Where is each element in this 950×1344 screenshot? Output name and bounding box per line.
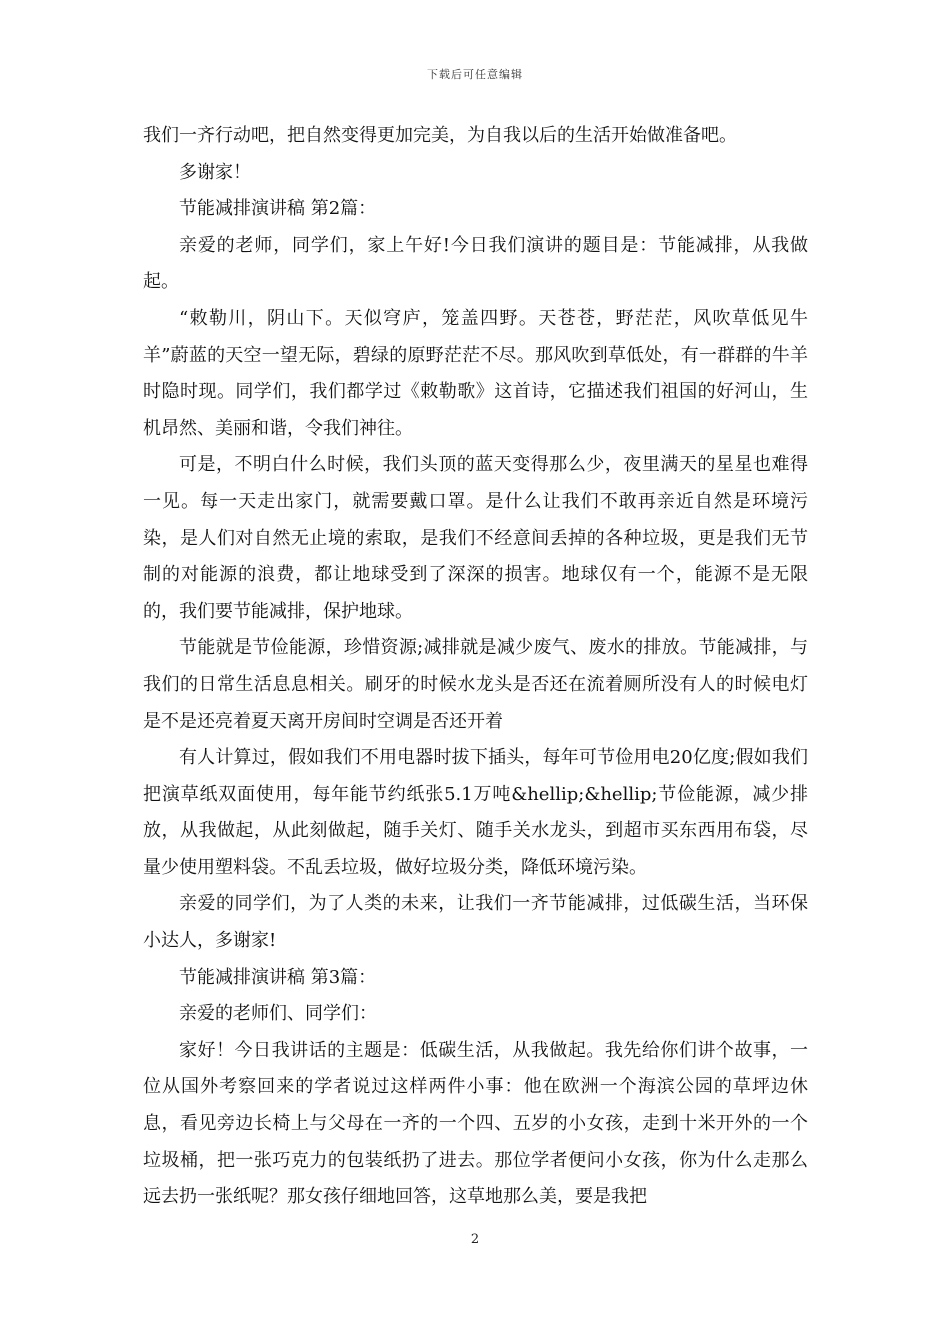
page-header: 下载后可任意编辑 bbox=[427, 68, 523, 81]
paragraph-story: 家好！今日我讲话的主题是：低碳生活，从我做起。我先给你们讲个故事，一位从国外考察回来的学者说过这样两件小事：他在欧洲一个海滨公园的草坪边休息，看见旁边长椅上与父母在一齐的一个四、五岁的小女孩，走到十米开外的一个垃圾桶，把一张巧克力的包装纸扔了进去。那位学者便问小女孩，你为什么走那么远去扔一张纸呢？那女孩仔细地回答，这草地那么美，要是我把 bbox=[143, 1039, 808, 1208]
paragraph-poem: “敕勒川，阴山下。天似穹庐，笼盖四野。天苍苍，野茫茫，风吹草低见牛羊”蔚蓝的天空一望无际，碧绿的原野茫茫不尽。那风吹到草低处，有一群群的牛羊时隐时现。同学们，我们都学过《敕勒歌》这首诗，它描述我们祖国的好河山，生机昂然、美丽和谐，令我们神往。 bbox=[143, 307, 808, 439]
paragraph-calculation: 有人计算过，假如我们不用电器时拔下插头，每年可节俭用电20亿度;假如我们把演草纸双面使用，每年能节约纸张5.1万吨&hellip;&hellip;节俭能源，减少排放，从我做起，从此刻做起，随手关灯、随手关水龙头，到超市买东西用布袋，尽量少使用塑料袋。不乱丢垃圾，做好垃圾分类，降低环境污染。 bbox=[143, 747, 808, 878]
document-body bbox=[143, 118, 808, 1216]
page-number: 2 bbox=[470, 1232, 480, 1247]
section-heading-3: 节能减排演讲稿 第3篇： bbox=[179, 966, 377, 988]
paragraph-greeting-3: 亲爱的老师们、同学们： bbox=[179, 1003, 377, 1025]
paragraph-thanks: 多谢家！ bbox=[179, 161, 251, 183]
paragraph-call-to-action: 亲爱的同学们，为了人类的未来，让我们一齐节能减排，过低碳生活，当环保小达人，多谢家! bbox=[143, 893, 808, 952]
paragraph-energy-saving: 节能就是节俭能源，珍惜资源;减排就是减少废气、废水的排放。节能减排，与我们的日常生活息息相关。刷牙的时候水龙头是否还在流着厕所没有人的时候电灯是不是还亮着夏天离开房间时空调是否还开着 bbox=[143, 637, 808, 732]
paragraph-pollution: 可是，不明白什么时候，我们头顶的蓝天变得那么少，夜里满天的星星也难得一见。每一天走出家门，就需要戴口罩。是什么让我们不敢再亲近自然是环境污染，是人们对自然无止境的索取，是我们不经意间丢掉的各种垃圾，更是我们无节制的对能源的浪费，都让地球受到了深深的损害。地球仅有一个，能源不是无限的，我们要节能减排，保护地球。 bbox=[143, 454, 808, 622]
paragraph-greeting-2: 亲爱的老师，同学们，家上午好!今日我们演讲的题目是：节能减排，从我做起。 bbox=[143, 234, 808, 293]
paragraph-continuation: 我们一齐行动吧，把自然变得更加完美，为自我以后的生活开始做准备吧。 bbox=[143, 125, 737, 146]
section-heading-2: 节能减排演讲稿 第2篇： bbox=[179, 198, 377, 220]
